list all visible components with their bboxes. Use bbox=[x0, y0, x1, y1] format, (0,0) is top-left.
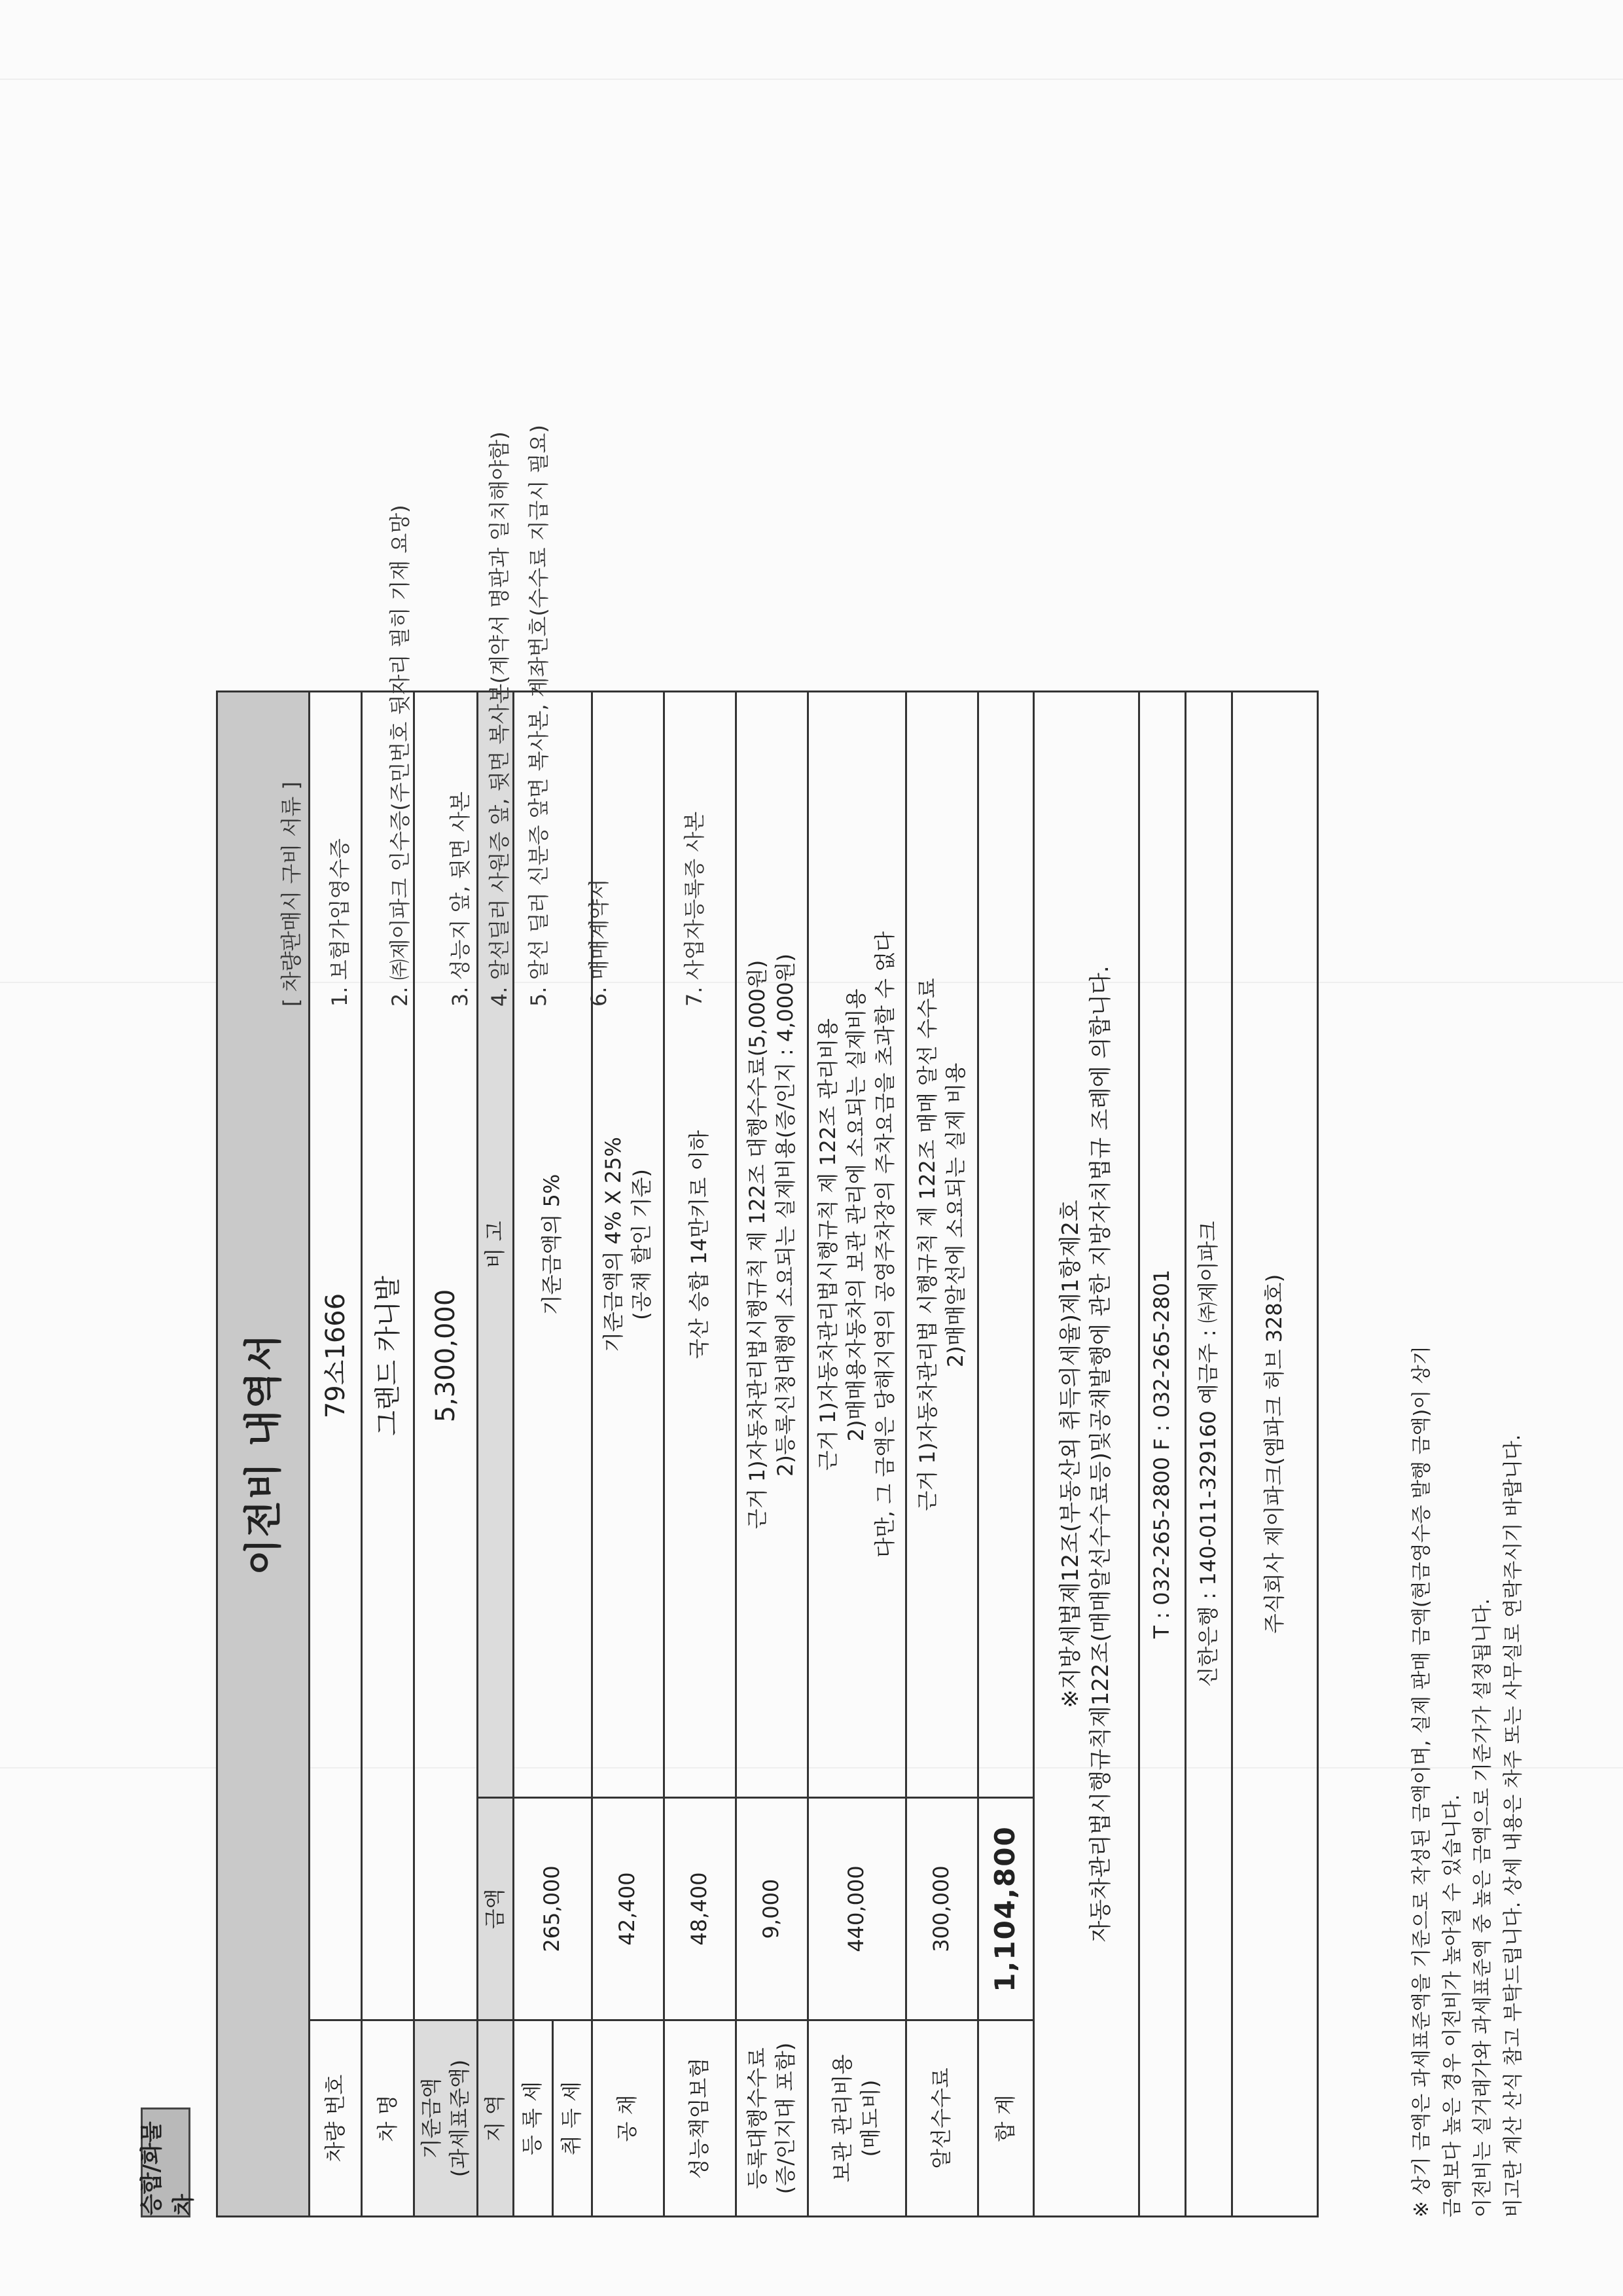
required-documents-header: [ 차량판매시 구비 서류 ] bbox=[279, 781, 304, 1007]
contact-numbers: T : 032-265-2800 F : 032-265-2801 bbox=[1139, 691, 1185, 2216]
footnotes bbox=[1407, 1346, 1529, 2217]
document-title: 이전비 내역서 bbox=[217, 691, 310, 2216]
required-doc-1: 1. 보험가입영수증 bbox=[327, 838, 352, 1007]
row-item-registration-fee: 등록대행수수료 (증/인지대 포함) bbox=[736, 2020, 808, 2217]
vehicle-name-value: 그랜드 카니발 bbox=[362, 691, 414, 2020]
vehicle-name-label: 차 명 bbox=[362, 2020, 414, 2217]
required-doc-2: 2. ㈜제이파크 인수증(주민번호 뒷자리 필히 기재 요망) bbox=[387, 505, 412, 1007]
required-doc-5: 5. 알선 딜러 신분증 앞면 복사본, 계좌번호(수수료 지급시 필요) bbox=[526, 425, 551, 1007]
total-label: 합 계 bbox=[978, 2020, 1033, 2217]
row-amount-storage-cost: 440,000 bbox=[808, 1798, 906, 2020]
vehicle-category-tag: 승합/화물차 bbox=[141, 2108, 190, 2217]
row-item-storage-cost: 보관 관리비용 (매도비) bbox=[808, 2020, 906, 2217]
row-amount-registration-fee: 9,000 bbox=[736, 1798, 808, 2020]
header-item: 지 역 bbox=[478, 2020, 513, 2217]
row-amount-bond: 42,400 bbox=[592, 1798, 664, 2020]
required-doc-7: 7. 사업자등록증 사본 bbox=[682, 811, 707, 1007]
row-amount-brokerage-fee: 300,000 bbox=[906, 1798, 978, 2020]
row-remark-brokerage-fee: 근거 1)자동차관리법 시행규칙 제 122조 매매 알선 수수료 2)매매알선에 소요되는 실제 비용 bbox=[906, 691, 978, 1797]
footnote-line: 금액보다 높은 경우 이전비가 높아질 수 있습니다. bbox=[1440, 1794, 1464, 2217]
footnote-line: 이전비는 실거래가와 과세표준액 중 높은 금액으로 기준가가 설정됩니다. bbox=[1471, 1598, 1494, 2217]
row-item-registration-tax: 등 록 세 bbox=[513, 2020, 552, 2217]
required-doc-6: 6. 매매계약서 bbox=[586, 878, 611, 1007]
row-item-bond: 공 채 bbox=[592, 2020, 664, 2217]
row-remark-registration-fee: 근거 1)자동차관리법시행규칙 제 122조 대행수수료(5,000원) 2)등록신청대행에 소요되는 실제비용(증/인지 : 4,000원) bbox=[736, 691, 808, 1797]
company-name: 주식회사 제이파크(엠파크 허브 328호) bbox=[1232, 691, 1317, 2216]
required-doc-4: 4. 알선딜러 사원증 앞, 뒷면 복사본(계약서 명판과 일치해야함) bbox=[487, 431, 512, 1007]
base-amount-label: 기준금액 (과세표준액) bbox=[414, 2020, 478, 2217]
footnote-line: 비고란 계산 산식 참고 부탁드립니다. 상세 내용은 차주 또는 사무실로 연락주시기 바랍니다. bbox=[1501, 1434, 1525, 2217]
legal-notes: ※지방세법제12조(부동산외 취득의세율)제1항제2호 자동차관리법시행규칙제122조(매매알선수수료등)및공채발행에 관한 지방자치법규 조례에 의합니다. bbox=[1033, 691, 1139, 2216]
header-remarks: 비 고 bbox=[478, 691, 513, 1797]
base-amount-value: 5,300,000 bbox=[414, 691, 478, 2020]
row-remark-storage-cost: 근거 1)자동차관리법시행규칙 제 122조 관리비용 2)매매용자동차의 보관 관리에 소요되는 실제비용 다만, 그 금액은 당해지역의 공영주차장의 주차요금을 초과할 수 없다 bbox=[808, 691, 906, 1797]
row-remark-registration-tax: 기준금액의 5% bbox=[513, 691, 592, 1797]
footnote-line: ※ 상기 금액은 과세표준액을 기준으로 작성된 금액이며, 실제 판매 금액(현금영수증 발행 금액)이 상기 bbox=[1410, 1346, 1433, 2217]
plate-value: 79소1666 bbox=[310, 691, 362, 2020]
total-remark-empty bbox=[978, 691, 1033, 1797]
required-documents bbox=[275, 425, 708, 1007]
bank-account: 신한은행 : 140-011-329160 예금주 : ㈜제이파크 bbox=[1185, 691, 1232, 2216]
row-item-brokerage-fee: 알선수수료 bbox=[906, 2020, 978, 2217]
row-item-acquisition-tax: 취 득 세 bbox=[552, 2020, 592, 2217]
row-amount-performance-insurance: 48,400 bbox=[664, 1798, 736, 2020]
header-amount: 금액 bbox=[478, 1798, 513, 2020]
total-value: 1,104,800 bbox=[978, 1798, 1033, 2020]
row-remark-bond: 기준금액의 4% X 25% (공채 할인 기준) bbox=[592, 691, 664, 1797]
row-item-performance-insurance: 성능책임보험 bbox=[664, 2020, 736, 2217]
required-doc-3: 3. 성능지 앞, 뒷면 사본 bbox=[448, 791, 473, 1007]
row-amount-registration-tax: 265,000 bbox=[513, 1798, 592, 2020]
row-remark-performance-insurance: 국산 승합 14만키로 이하 bbox=[664, 691, 736, 1797]
plate-label: 차량 번호 bbox=[310, 2020, 362, 2217]
